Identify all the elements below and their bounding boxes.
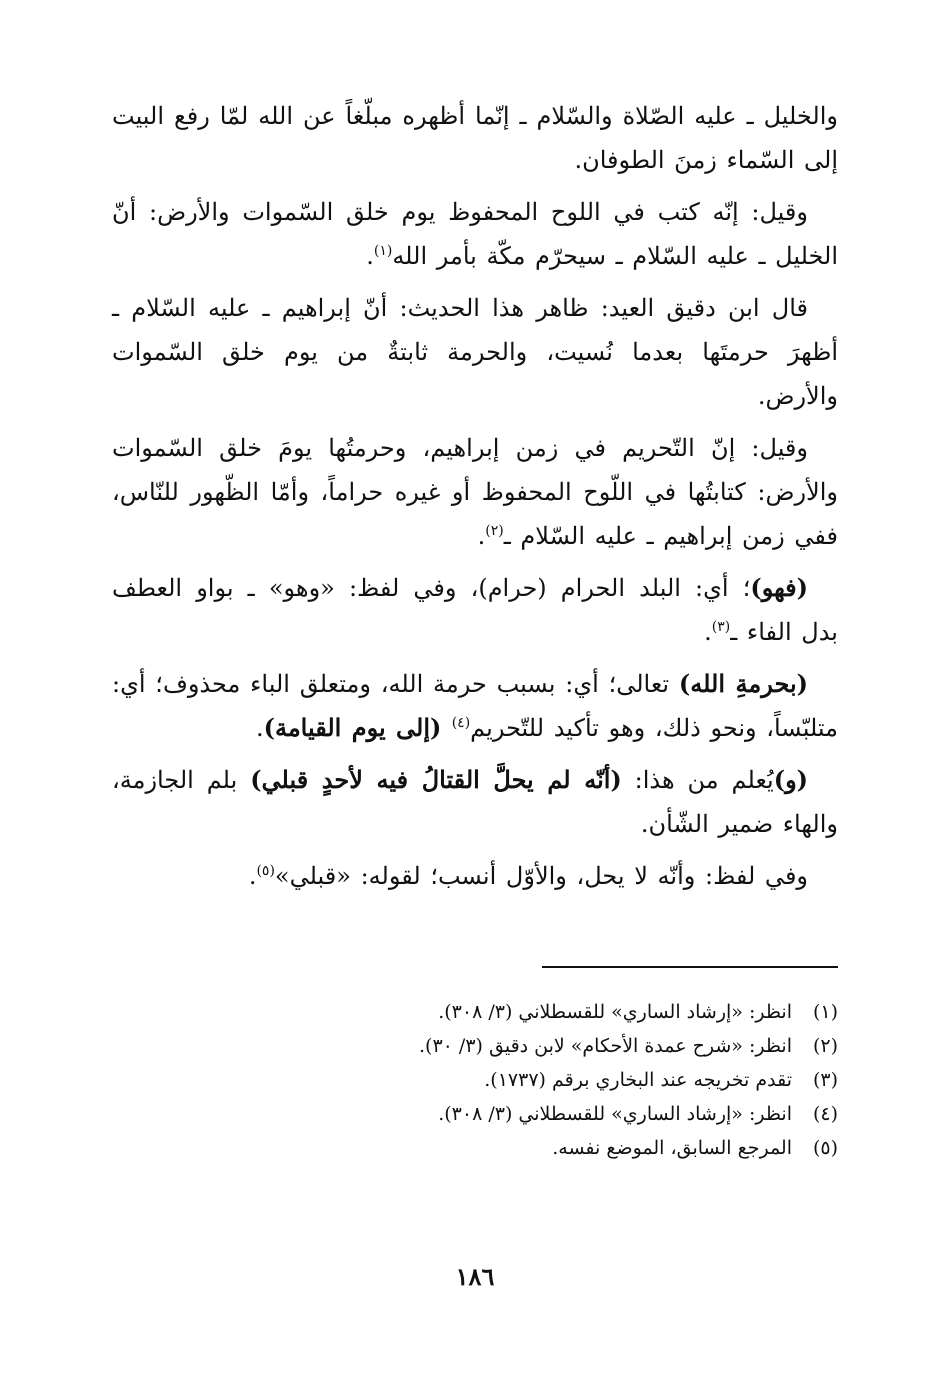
- page-number: ١٨٦: [455, 1262, 495, 1291]
- paragraph-4: [112, 426, 838, 558]
- footnote-ref-1[interactable]: (١): [373, 243, 393, 259]
- footnote-ref-3[interactable]: (٣): [711, 619, 731, 635]
- footnote-3: [112, 1063, 838, 1097]
- paragraph-6-bold: (بحرمةِ الله): [678, 669, 808, 698]
- paragraph-6-end: .: [255, 714, 264, 742]
- paragraph-8-text: وفي لفظ: وأنّه لا يحل، والأوّل أنسب؛ لقوله: «قبلي»: [274, 862, 808, 890]
- footnote-number: (٥): [812, 1137, 838, 1159]
- paragraph-5-end: .: [704, 618, 712, 646]
- footnote-ref-4[interactable]: (٤): [451, 715, 471, 731]
- paragraph-8: [112, 854, 838, 898]
- paragraph-7: [112, 758, 838, 846]
- paragraph-2-text: وقيل: إنّه كتب في اللوح المحفوظ يوم خلق السّموات والأرض: أنّ الخليل ـ عليه السّلام ـ سيحرّم مكّة بأمر الله: [112, 198, 838, 270]
- paragraph-1-text: والخليل ـ عليه الصّلاة والسّلام ـ إنّما أظهره مبلّغاً عن الله لمّا رفع البيت إلى السّماء زمنَ الطوفان.: [112, 102, 838, 174]
- paragraph-3-text: قال ابن دقيق العيد: ظاهر هذا الحديث: أنّ إبراهيم ـ عليه السّلام ـ أظهرَ حرمتَها بعدما نُسيت، والحرمة ثابتةٌ من يوم خلق السّموات والأرض.: [112, 294, 838, 410]
- footnote-1: [112, 995, 838, 1029]
- footnote-text: انظر: «إرشاد الساري» للقسطلاني (٣/ ٣٠٨).: [438, 1103, 792, 1125]
- footnote-5: [112, 1131, 838, 1165]
- footnote-number: (١): [812, 1001, 838, 1023]
- footnote-number: (٤): [812, 1103, 838, 1125]
- paragraph-6-text: تعالى؛ أي: بسبب حرمة الله، ومتعلق الباء محذوف؛ أي: متلبّساً، ونحو ذلك، وهو تأكيد للتّحريم: [112, 670, 838, 742]
- main-text: [112, 94, 838, 906]
- paragraph-5-text: ؛ أي: البلد الحرام (حرام)، وفي لفظ: «وهو» ـ بواو العطف بدل الفاء ـ: [112, 574, 838, 646]
- paragraph-1: [112, 94, 838, 182]
- footnote-ref-2[interactable]: (٢): [485, 523, 504, 539]
- paragraph-7-bold: (و): [773, 765, 809, 794]
- paragraph-7-text: يُعلم من هذا:: [621, 766, 774, 794]
- paragraph-5: [112, 566, 838, 654]
- paragraph-4-text: وقيل: إنّ التّحريم في زمن إبراهيم، وحرمتُها يومَ خلق السّموات والأرض: كتابتُها في اللّوح المحفوظ أو غيره حراماً، وأمّا الظّهور للنّاس، ففي زمن إبراهيم ـ عليه السّلام ـ: [112, 434, 838, 550]
- footnote-text: انظر: «شرح عمدة الأحكام» لابن دقيق (٣/ ٣٠).: [418, 1035, 792, 1057]
- paragraph-5-bold: (فهو): [750, 573, 808, 602]
- footnote-number: (٣): [812, 1069, 838, 1091]
- footnote-text: انظر: «إرشاد الساري» للقسطلاني (٣/ ٣٠٨).: [438, 1001, 792, 1023]
- paragraph-7-bold-2: (أنّه لم يحلَّ القتالُ فيه لأحدٍ قبلي): [250, 765, 622, 794]
- paragraph-6-bold-2: (إلى يوم القيامة): [263, 713, 452, 742]
- footnote-text: المرجع السابق، الموضع نفسه.: [552, 1137, 792, 1159]
- paragraph-3: [112, 286, 838, 418]
- footnote-2: [112, 1029, 838, 1063]
- paragraph-6: [112, 662, 838, 750]
- paragraph-2: [112, 190, 838, 278]
- footnote-4: [112, 1097, 838, 1131]
- paragraph-7-end: بلم الجازمة، والهاء ضمير الشّأن.: [112, 766, 838, 838]
- footnote-number: (٢): [812, 1035, 838, 1057]
- paragraph-4-end: .: [477, 522, 486, 550]
- footnotes: [112, 995, 838, 1165]
- paragraph-8-end: .: [248, 862, 257, 890]
- paragraph-2-end: .: [366, 242, 374, 270]
- footnote-ref-5[interactable]: (٥): [256, 863, 275, 879]
- footnote-text: تقدم تخريجه عند البخاري برقم (١٧٣٧).: [484, 1069, 792, 1091]
- footnote-divider: [542, 966, 838, 968]
